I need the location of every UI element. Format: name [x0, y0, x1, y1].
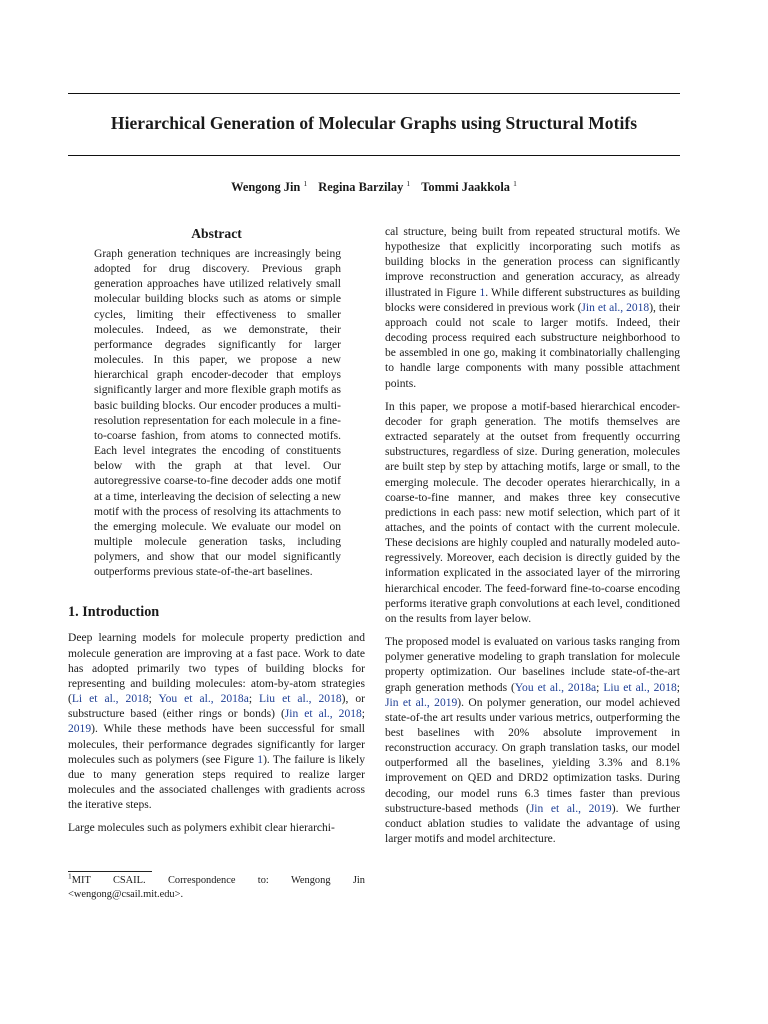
- paragraph-text: ). The failure is likely due to many generation steps required to realize larger molecules and the associated challenges with gradients across the iterative steps.: [68, 753, 365, 812]
- citation-link[interactable]: Liu et al., 2018: [259, 693, 342, 706]
- paragraph-text: The proposed model is evaluated on various tasks ranging from polymer generative modeling to graph translation for molecule property optimization. Our baselines include state-of-the-art graph generation methods (: [385, 636, 680, 694]
- paragraph-text: Deep learning models for molecule property prediction and molecule generation are improving at a fast pace. Work to date has adopted primarily two types of building blocks for representing and building molecules: atom-by-atom strategies (: [68, 632, 365, 706]
- title-bottom-rule: [68, 155, 680, 156]
- figure-link[interactable]: 1: [479, 286, 486, 299]
- paragraph-text: ;: [596, 681, 604, 694]
- intro-paragraph: In this paper, we propose a motif-based hierarchical encoder-decoder for graph generation. The motifs themselves are extracted separately at the outset from frequently occurring substructures, regardless of size. During generation, molecules are built step by step by attaching motifs, large or small, to the emerging molecule. The decoder operates hierarchically, in a coarse-to-fine manner, and makes three key consecutive predictions in each pass: new motif selection, which part of it attaches, and the points of contact with the current molecule. These decisions are highly coupled and naturally modeled auto-regressively. Moreover, each decision is directly guided by the information explicated in the associated layer of the mirroring hierarchical encoder. The feed-forward fine-to-coarse encoding performs iterative graph convolutions at each level, conditioned on the results from layer below.: [385, 400, 680, 625]
- paragraph-text: cal structure, being built from repeated structural motifs. We hypothesize that explicitly incorporating such motifs as building blocks in the generation process can significantly improve reconstruction and generation accuracy, as already illustrated in Figure: [385, 226, 680, 299]
- citation-link[interactable]: You et al., 2018a: [514, 681, 597, 694]
- paragraph-text: ). On polymer generation, our model achieved state-of-the art results under various metrics, outperforming the best baselines with 20% absolute improvement in reconstruction accuracy. On graph translation tasks, our model outperformed all the baselines, yielding 3.3% and 8.1% improvement on QED and DRD2 optimization tasks. During decoding, our model runs 6.3 times faster than previous substructure-based methods (: [385, 696, 680, 815]
- intro-paragraph: [385, 635, 680, 847]
- left-column: [68, 225, 365, 844]
- paragraph-text: ), their approach could not scale to larger motifs. Indeed, their decoding process required each substructure neighborhood to be assembled in one go, making it combinatorially challenging to handle large components with many possible attachment points.: [385, 301, 680, 390]
- intro-paragraph: [68, 631, 365, 813]
- footnote: [68, 871, 365, 901]
- paragraph-text: ), or substructure based (either rings or bonds) (: [68, 693, 365, 721]
- author-name: Wengong Jin: [231, 180, 301, 194]
- citation-link[interactable]: Liu et al., 2018: [603, 681, 677, 694]
- paragraph-text: ;: [361, 708, 365, 721]
- author-name: Regina Barzilay: [318, 180, 404, 194]
- figure-link[interactable]: 1: [257, 753, 264, 766]
- citation-link[interactable]: 2019: [68, 723, 92, 736]
- section-heading-introduction: 1. Introduction: [68, 604, 160, 621]
- author-affiliation-mark: 1: [406, 178, 411, 188]
- author-affiliation-mark: 1: [513, 178, 517, 188]
- footnote-mark: 1: [68, 871, 72, 881]
- paragraph-text: ;: [148, 693, 159, 706]
- paragraph-text: ). We further conduct ablation studies to validate the advantage of using larger motifs and model architecture.: [385, 802, 681, 846]
- citation-link[interactable]: Jin et al., 2018: [284, 708, 362, 721]
- author: [421, 180, 517, 194]
- title-top-rule: [68, 93, 680, 94]
- paragraph-text: . While different substructures as building blocks were considered in previous work (: [385, 286, 680, 314]
- intro-paragraph: [385, 225, 680, 392]
- author: [318, 180, 410, 194]
- paragraph-text: ;: [676, 681, 680, 694]
- right-column: [385, 225, 680, 855]
- citation-link[interactable]: Jin et al., 2019: [529, 802, 612, 815]
- citation-link[interactable]: You et al., 2018a: [158, 693, 249, 706]
- paragraph-text: ;: [248, 693, 260, 706]
- citation-link[interactable]: Jin et al., 2018: [581, 301, 650, 314]
- paragraph-text: ). While these methods have been successful for small molecules, their performance degrades significantly for larger molecules such as polymers (see Figure: [68, 723, 365, 766]
- paper-title: Hierarchical Generation of Molecular Graphs using Structural Motifs: [110, 113, 638, 133]
- author-list: [68, 180, 680, 195]
- abstract-body: Graph generation techniques are increasingly being adopted for drug discovery. Previous graph generation approaches have utilized relatively small molecular building blocks such as atoms or simple cycles, limiting their effectiveness to smaller molecules. Indeed, as we demonstrate, their performance degrades significantly for larger molecules. In this paper, we propose a new hierarchical graph encoder-decoder that employs significantly larger and more flexible graph motifs as basic building blocks. Our encoder produces a multi-resolution representation for each molecule in a fine-to-coarse fashion, from atoms to connected motifs. Each level integrates the encoding of constituents below with the graph at that level. Our autoregressive coarse-to-fine decoder adds one motif at a time, interleaving the decision of selecting a new motif with the process of resolving its attachments to the emerging molecule. We evaluate our model on multiple molecule generation tasks, including polymers, and show that our model significantly outperforms previous state-of-the-art baselines.: [94, 248, 341, 579]
- author: [231, 180, 307, 194]
- citation-link[interactable]: Li et al., 2018: [71, 693, 149, 706]
- author-affiliation-mark: 1: [303, 178, 308, 188]
- footnote-rule: [68, 871, 152, 872]
- intro-paragraph: Large molecules such as polymers exhibit clear hierarchi-: [68, 822, 335, 835]
- author-name: Tommi Jaakkola: [421, 180, 510, 194]
- footnote-text: MIT CSAIL. Correspondence to: Wengong Jin <wengong@csail.mit.edu>.: [68, 875, 365, 900]
- citation-link[interactable]: Jin et al., 2019: [385, 696, 458, 709]
- abstract-heading: Abstract: [191, 226, 242, 241]
